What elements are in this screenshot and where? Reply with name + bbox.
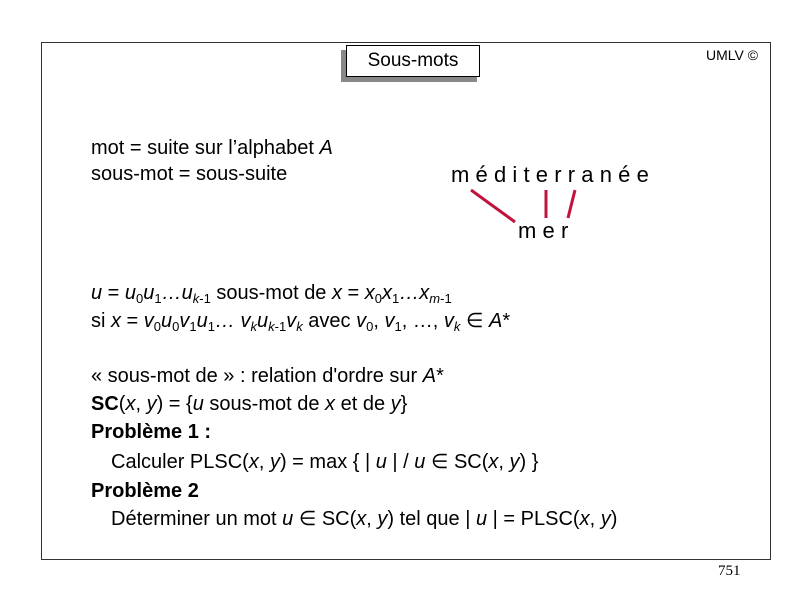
brand-label: UMLV ©	[706, 47, 759, 63]
definition-line-2: sous-mot = sous-suite	[91, 163, 288, 185]
formula-x-definition: si $x = v_0u_0v_1u_1\dots$ $v_ku_{k-1}v_k$ avec $v_0$, $v_1$, …, $v_k$ ∈ A*	[91, 310, 511, 334]
sc-definition-line: SC(x, y) = {u sous-mot de x et de y}	[91, 393, 408, 415]
link-r	[568, 190, 575, 218]
problem-1-body: Calculer PLSC(x, y) = max { | u | / u ∈ SC(x, y) }	[111, 451, 539, 473]
page-number: 751	[718, 563, 741, 579]
definition-line-1: mot = suite sur l’alphabet A	[91, 137, 333, 159]
order-relation-line: « sous-mot de » : relation d'ordre sur A*	[91, 365, 444, 387]
example-word: méditerranée	[451, 162, 656, 187]
slide-title: Sous-mots	[346, 45, 480, 77]
link-m	[471, 190, 515, 222]
problem-2-body: Déterminer un mot u ∈ SC(x, y) tel que | u | = PLSC(x, y)	[111, 508, 618, 530]
formula-u-definition: $u = u_0u_1\dots u_{k-1}$ sous-mot de $x = x_0x_1\dots x_{m-1}$	[91, 282, 452, 306]
problem-2-title: Problème 2	[91, 480, 199, 502]
problem-1-title: Problème 1 :	[91, 421, 212, 443]
example-subword: mer	[518, 218, 575, 243]
